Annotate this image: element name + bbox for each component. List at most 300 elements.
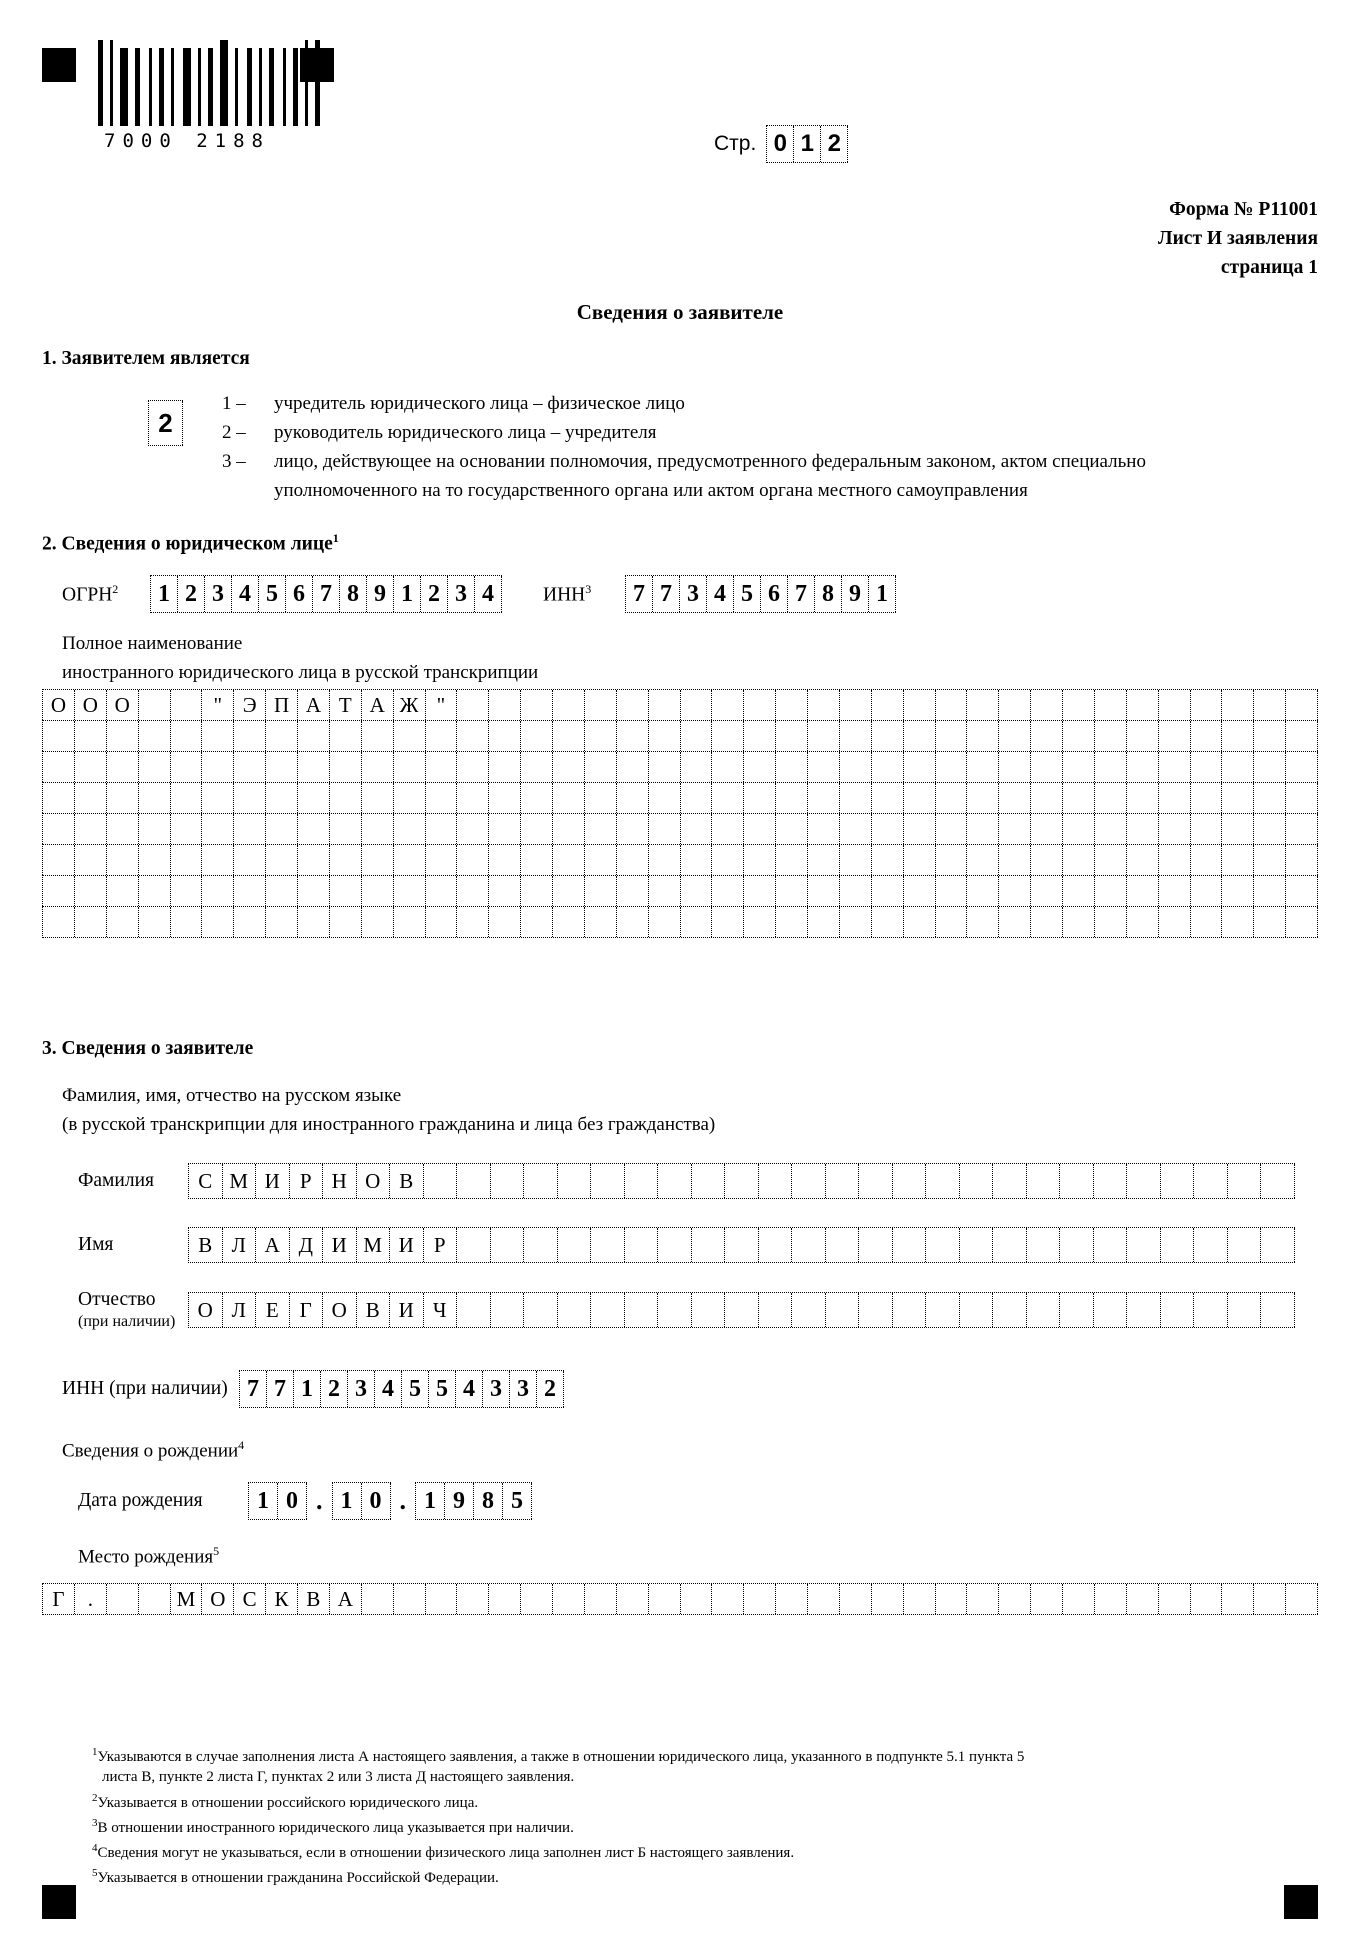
company-name-char: [649, 752, 681, 782]
inn-legal-entity-cells[interactable]: [625, 575, 896, 613]
firstname-cells[interactable]: [188, 1227, 1295, 1263]
birthplace-char: В: [298, 1584, 330, 1614]
company-name-char: [1063, 721, 1095, 751]
applicant-type-field[interactable]: [148, 400, 183, 446]
grid-row: [42, 875, 1318, 906]
company-name-char: П: [266, 690, 298, 720]
company-name-char: [744, 814, 776, 844]
patronymic-char: Л: [223, 1293, 257, 1327]
surname-char: М: [223, 1164, 257, 1198]
birthdate-digit: 0: [362, 1483, 391, 1519]
company-name-char: [266, 814, 298, 844]
company-name-char: [681, 876, 713, 906]
birthplace-char: [617, 1584, 649, 1614]
option-number: 2 –: [222, 421, 246, 443]
company-name-char: [967, 783, 999, 813]
inn-person-digit: 3: [483, 1371, 510, 1407]
company-name-char: [553, 721, 585, 751]
section-2-heading-text: 2. Сведения о юридическом лице: [42, 533, 333, 555]
company-name-char: [107, 876, 139, 906]
birthdate-day-cells[interactable]: [248, 1482, 307, 1520]
footnote-text: Указываются в случае заполнения листа А настоящего заявления, а также в отношении юридического лица, указанного в подпункте 5.1 пункта 5: [97, 1749, 1025, 1765]
company-name-char: [553, 752, 585, 782]
company-name-char: [521, 907, 553, 937]
inn-person-digit: 3: [510, 1371, 537, 1407]
company-name-char: [936, 752, 968, 782]
birthplace-char: [362, 1584, 394, 1614]
birthplace-char: [457, 1584, 489, 1614]
ogrn-digit: 4: [232, 576, 259, 612]
company-name-char: [1159, 845, 1191, 875]
birthplace-char: [872, 1584, 904, 1614]
company-name-char: [744, 690, 776, 720]
surname-char: [893, 1164, 927, 1198]
company-name-char: [489, 721, 521, 751]
birthplace-char: [585, 1584, 617, 1614]
company-name-char: [840, 814, 872, 844]
company-name-char: [1254, 845, 1286, 875]
company-name-char: [712, 690, 744, 720]
patronymic-field[interactable]: [78, 1288, 1295, 1332]
firstname-char: М: [357, 1228, 391, 1262]
company-name-char: [330, 752, 362, 782]
birthdate-month-cells[interactable]: [332, 1482, 391, 1520]
firstname-char: [491, 1228, 525, 1262]
company-name-char: [394, 845, 426, 875]
surname-char: О: [357, 1164, 391, 1198]
surname-char: [1027, 1164, 1061, 1198]
company-name-char: [1222, 876, 1254, 906]
company-name-char: [712, 814, 744, 844]
inn-digit: 7: [626, 576, 653, 612]
birthplace-char: [649, 1584, 681, 1614]
company-name-char: [904, 845, 936, 875]
company-name-char: [362, 845, 394, 875]
patronymic-char: [1161, 1293, 1195, 1327]
company-name-char: [808, 783, 840, 813]
firstname-char: [524, 1228, 558, 1262]
company-name-char: [171, 876, 203, 906]
company-name-char: [808, 907, 840, 937]
company-name-char: [776, 690, 808, 720]
patronymic-char: [759, 1293, 793, 1327]
patronymic-char: [1228, 1293, 1262, 1327]
company-name-char: [75, 783, 107, 813]
company-name-char: [1191, 752, 1223, 782]
firstname-char: [960, 1228, 994, 1262]
company-name-char: [202, 907, 234, 937]
company-name-char: [362, 783, 394, 813]
ogrn-cells[interactable]: [150, 575, 502, 613]
company-name-char: [649, 907, 681, 937]
company-name-char: [967, 876, 999, 906]
patronymic-label-line2: (при наличии): [78, 1313, 176, 1331]
ogrn-digit: 9: [367, 576, 394, 612]
company-name-char: [553, 907, 585, 937]
company-name-char: [171, 783, 203, 813]
company-name-char: А: [298, 690, 330, 720]
birth-info-heading: [62, 1436, 244, 1466]
company-name-char: [43, 783, 75, 813]
company-name-char: [1254, 721, 1286, 751]
surname-char: [625, 1164, 659, 1198]
company-name-char: [457, 721, 489, 751]
company-name-char: [1254, 752, 1286, 782]
patronymic-char: [658, 1293, 692, 1327]
patronymic-char: [591, 1293, 625, 1327]
company-name-char: [776, 907, 808, 937]
company-name-char: ": [426, 690, 458, 720]
birthplace-char: [107, 1584, 139, 1614]
company-name-char: [139, 814, 171, 844]
inn-legal-entity-field[interactable]: [543, 575, 896, 613]
company-name-char: [1127, 752, 1159, 782]
inn-person-digit: 4: [456, 1371, 483, 1407]
company-name-char: [1159, 814, 1191, 844]
company-name-char: [967, 690, 999, 720]
grid-row: [42, 689, 1318, 720]
inn-digit: 6: [761, 576, 788, 612]
patronymic-char: Г: [290, 1293, 324, 1327]
company-name-char: [330, 845, 362, 875]
company-name-char: [1127, 876, 1159, 906]
company-name-label-line1: Полное наименование: [62, 633, 243, 654]
company-name-char: [1031, 907, 1063, 937]
company-name-char: [681, 690, 713, 720]
company-name-grid[interactable]: [42, 689, 1318, 938]
company-name-char: [681, 721, 713, 751]
company-name-char: [202, 752, 234, 782]
company-name-char: [553, 783, 585, 813]
company-name-char: [681, 752, 713, 782]
surname-char: [424, 1164, 458, 1198]
company-name-char: [585, 907, 617, 937]
firstname-char: [1161, 1228, 1195, 1262]
ogrn-label: ОГРН: [62, 584, 113, 606]
ogrn-digit: 1: [151, 576, 178, 612]
ogrn-digit: 6: [286, 576, 313, 612]
company-name-char: [75, 845, 107, 875]
inn-digit: 7: [788, 576, 815, 612]
company-name-char: [394, 814, 426, 844]
ogrn-digit: 1: [394, 576, 421, 612]
company-name-char: [999, 690, 1031, 720]
birthplace-char: [936, 1584, 968, 1614]
ogrn-digit: 5: [259, 576, 286, 612]
company-name-char: [298, 783, 330, 813]
company-name-char: [1254, 814, 1286, 844]
company-name-char: [1159, 752, 1191, 782]
company-name-char: [139, 907, 171, 937]
company-name-char: [872, 907, 904, 937]
birthdate-digit: 1: [249, 1483, 278, 1519]
applicant-type-option: [222, 448, 1146, 506]
birthplace-char: [426, 1584, 458, 1614]
company-name-char: [1095, 783, 1127, 813]
company-name-char: [808, 721, 840, 751]
footnote-marker: 3: [92, 1816, 98, 1829]
company-name-char: О: [107, 690, 139, 720]
company-name-char: [1286, 783, 1318, 813]
company-name-char: Э: [234, 690, 266, 720]
patronymic-char: [960, 1293, 994, 1327]
date-separator-2: .: [399, 1486, 406, 1515]
patronymic-cells[interactable]: [188, 1292, 1295, 1328]
company-name-char: [171, 907, 203, 937]
firstname-char: [993, 1228, 1027, 1262]
company-name-char: [840, 907, 872, 937]
company-name-char: [999, 721, 1031, 751]
company-name-char: [840, 845, 872, 875]
company-name-char: [107, 907, 139, 937]
patronymic-char: Е: [256, 1293, 290, 1327]
company-name-char: [936, 721, 968, 751]
birthplace-char: О: [202, 1584, 234, 1614]
company-name-char: [936, 907, 968, 937]
surname-char: В: [390, 1164, 424, 1198]
birthplace-grid[interactable]: [42, 1583, 1318, 1615]
surname-char: [1161, 1164, 1195, 1198]
grid-row: [42, 906, 1318, 938]
birthplace-char: [489, 1584, 521, 1614]
company-name-char: [681, 907, 713, 937]
company-name-char: [617, 845, 649, 875]
company-name-char: [649, 783, 681, 813]
footnote-marker: 1: [92, 1746, 98, 1758]
applicant-type-option: [222, 390, 1146, 419]
company-name-char: [1254, 690, 1286, 720]
inn-person-cells[interactable]: [239, 1370, 564, 1408]
company-name-char: [967, 814, 999, 844]
patronymic-char: [692, 1293, 726, 1327]
birthplace-char: [904, 1584, 936, 1614]
company-name-char: [426, 814, 458, 844]
company-name-char: [457, 876, 489, 906]
company-name-char: [936, 690, 968, 720]
company-name-char: [171, 721, 203, 751]
company-name-char: [139, 752, 171, 782]
patronymic-char: О: [189, 1293, 223, 1327]
company-name-char: [426, 876, 458, 906]
company-name-char: [202, 814, 234, 844]
surname-field[interactable]: [78, 1163, 1295, 1199]
form-number: Форма № Р11001: [1169, 199, 1318, 220]
company-name-char: [1031, 752, 1063, 782]
firstname-char: [1094, 1228, 1128, 1262]
surname-char: [826, 1164, 860, 1198]
ogrn-digit: 7: [313, 576, 340, 612]
fio-label-line1: Фамилия, имя, отчество на русском языке: [62, 1085, 402, 1106]
birthplace-footnote-marker: 5: [213, 1544, 220, 1558]
company-name-char: [1254, 876, 1286, 906]
company-name-char: [744, 876, 776, 906]
company-name-char: [234, 783, 266, 813]
patronymic-char: [1127, 1293, 1161, 1327]
surname-char: [993, 1164, 1027, 1198]
firstname-field[interactable]: [78, 1227, 1295, 1263]
company-name-char: [362, 752, 394, 782]
company-name-char: [999, 845, 1031, 875]
barcode-bars: [98, 48, 322, 126]
surname-label: Фамилия: [78, 1170, 154, 1191]
company-name-char: [681, 845, 713, 875]
birthplace-char: [967, 1584, 999, 1614]
company-name-char: [585, 783, 617, 813]
company-name-char: [426, 845, 458, 875]
company-name-char: [649, 814, 681, 844]
company-name-char: [457, 690, 489, 720]
company-name-char: [489, 907, 521, 937]
company-name-char: [999, 752, 1031, 782]
inn-person-digit: 3: [348, 1371, 375, 1407]
company-name-char: [1063, 814, 1095, 844]
surname-char: Н: [323, 1164, 357, 1198]
company-name-char: [521, 783, 553, 813]
company-name-char: [1063, 876, 1095, 906]
company-name-char: [553, 814, 585, 844]
company-name-char: [585, 690, 617, 720]
birthplace-char: [1031, 1584, 1063, 1614]
company-name-char: [1159, 876, 1191, 906]
company-name-char: [1222, 907, 1254, 937]
firstname-char: [1027, 1228, 1061, 1262]
company-name-char: [904, 690, 936, 720]
birthdate-year-cells[interactable]: [415, 1482, 532, 1520]
company-name-char: [744, 907, 776, 937]
company-name-char: Ж: [394, 690, 426, 720]
company-name-char: [75, 814, 107, 844]
company-name-char: [1159, 783, 1191, 813]
firstname-char: И: [390, 1228, 424, 1262]
company-name-char: [43, 845, 75, 875]
company-name-char: [202, 876, 234, 906]
firstname-char: [558, 1228, 592, 1262]
birthplace-char: С: [234, 1584, 266, 1614]
company-name-char: [1191, 690, 1223, 720]
patronymic-char: [491, 1293, 525, 1327]
firstname-char: В: [189, 1228, 223, 1262]
company-name-char: [1095, 876, 1127, 906]
grid-row: [42, 720, 1318, 751]
birthplace-char: Г: [43, 1584, 75, 1614]
ogrn-field[interactable]: [62, 575, 502, 613]
patronymic-char: В: [357, 1293, 391, 1327]
company-name-char: [75, 907, 107, 937]
company-name-char: [1031, 783, 1063, 813]
footnote-marker: 5: [92, 1867, 98, 1880]
company-name-char: [840, 783, 872, 813]
company-name-char: [75, 721, 107, 751]
birthdate-field[interactable]: [78, 1482, 532, 1520]
surname-char: [1228, 1164, 1262, 1198]
footnote: [92, 1816, 1332, 1838]
firstname-char: [1261, 1228, 1295, 1262]
company-name-char: [776, 752, 808, 782]
company-name-char: [107, 783, 139, 813]
company-name-char: [1222, 690, 1254, 720]
company-name-char: [776, 845, 808, 875]
company-name-char: [43, 907, 75, 937]
company-name-char: [712, 876, 744, 906]
company-name-char: [649, 721, 681, 751]
company-name-char: [1222, 814, 1254, 844]
company-name-char: [489, 690, 521, 720]
birthplace-char: [1063, 1584, 1095, 1614]
company-name-char: [521, 690, 553, 720]
company-name-char: [1222, 721, 1254, 751]
surname-char: [759, 1164, 793, 1198]
inn-person-field[interactable]: [62, 1370, 564, 1408]
surname-char: [524, 1164, 558, 1198]
company-name-char: [457, 752, 489, 782]
patronymic-char: [926, 1293, 960, 1327]
patronymic-char: [524, 1293, 558, 1327]
company-name-char: [362, 814, 394, 844]
company-name-char: [904, 752, 936, 782]
company-name-char: [234, 876, 266, 906]
company-name-char: [394, 752, 426, 782]
company-name-char: [362, 721, 394, 751]
company-name-char: [234, 752, 266, 782]
grid-row: [42, 1583, 1318, 1615]
company-name-char: [426, 721, 458, 751]
option-text: учредитель юридического лица – физическое лицо: [274, 393, 685, 414]
page-digit: 0: [767, 126, 794, 162]
patronymic-char: [993, 1293, 1027, 1327]
company-name-char: [266, 845, 298, 875]
surname-cells[interactable]: [188, 1163, 1295, 1199]
company-name-char: [744, 752, 776, 782]
applicant-type-options: [222, 390, 1146, 506]
birthdate-digit: 1: [416, 1483, 445, 1519]
company-name-char: [1222, 783, 1254, 813]
inn-label: ИНН: [543, 584, 586, 606]
company-name-char: [1063, 690, 1095, 720]
section-1-heading: 1. Заявителем является: [42, 348, 250, 369]
birthplace-char: [744, 1584, 776, 1614]
company-name-char: [553, 845, 585, 875]
company-name-char: [394, 783, 426, 813]
company-name-char: [426, 907, 458, 937]
company-name-label-line2: иностранного юридического лица в русской транскрипции: [62, 661, 539, 683]
surname-char: [692, 1164, 726, 1198]
inn-person-digit: 5: [429, 1371, 456, 1407]
birthplace-char: [1222, 1584, 1254, 1614]
company-name-char: [43, 752, 75, 782]
patronymic-char: [558, 1293, 592, 1327]
patronymic-char: [1094, 1293, 1128, 1327]
company-name-char: [171, 752, 203, 782]
registration-marker-bottom-left: [42, 1885, 76, 1919]
company-name-char: [107, 752, 139, 782]
form-sheet-page: страница 1: [1220, 256, 1318, 278]
company-name-char: [1031, 814, 1063, 844]
company-name-char: [999, 876, 1031, 906]
company-name-char: [840, 876, 872, 906]
company-name-char: [840, 690, 872, 720]
company-name-char: [776, 783, 808, 813]
inn-digit: 9: [842, 576, 869, 612]
company-name-char: [234, 845, 266, 875]
company-name-char: [298, 752, 330, 782]
surname-char: С: [189, 1164, 223, 1198]
birthplace-char: [1159, 1584, 1191, 1614]
applicant-type-cells[interactable]: [148, 400, 183, 446]
footnote-text-continued: листа В, пункте 2 листа Г, пунктах 2 или 3 листа Д настоящего заявления.: [102, 1769, 575, 1786]
surname-char: [1060, 1164, 1094, 1198]
birthplace-char: [1254, 1584, 1286, 1614]
birthplace-char: М: [171, 1584, 203, 1614]
